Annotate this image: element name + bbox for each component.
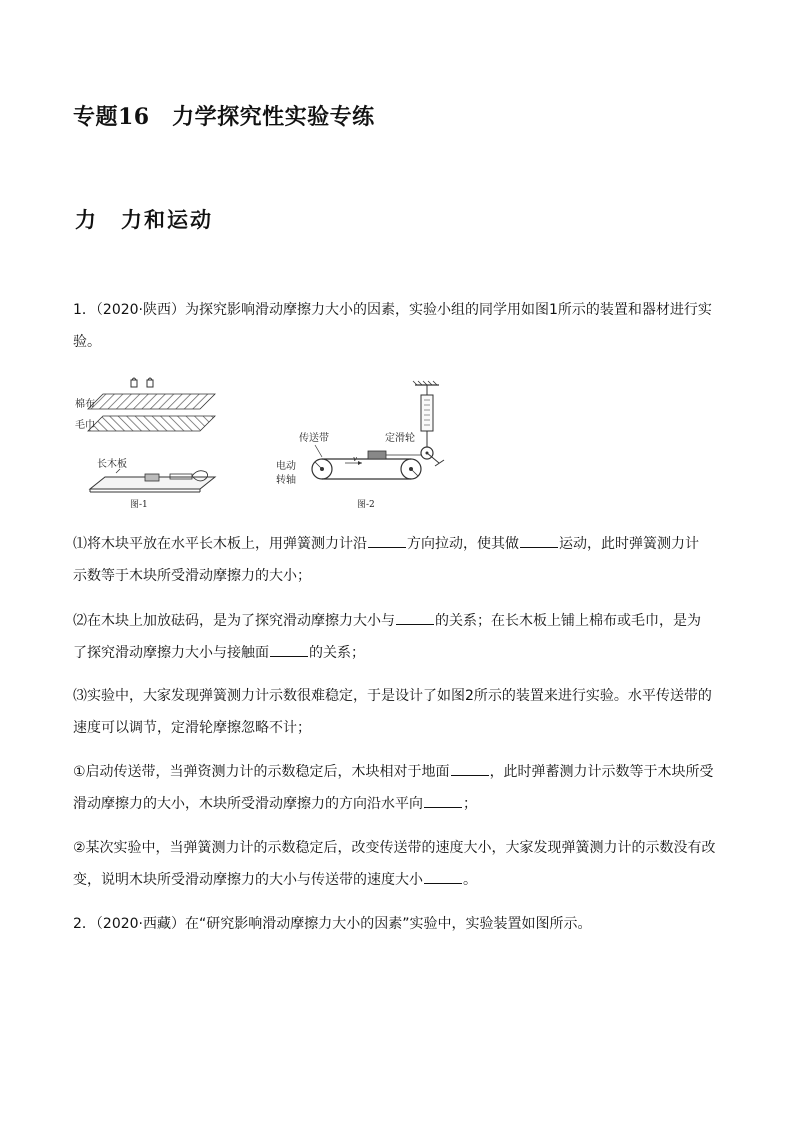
q1-p5-text-c: 。 — [463, 872, 477, 888]
fig1-caption: 图-1 — [130, 500, 148, 510]
q1-p4-text-c: 滑动摩擦力的大小，木块所受滑动摩擦力的方向沿水平向 — [73, 796, 423, 812]
fig1-label-cotton: 棉布 — [75, 399, 95, 410]
fig1-label-board: 长木板 — [97, 459, 127, 470]
q1-intro-line1: 1．（2020·陕西）为探究影响滑动摩擦力大小的因素，实验小组的同学用如图1所示的装置和器材进行实 — [73, 302, 712, 318]
pulley-icon — [421, 447, 444, 466]
answer-blank[interactable] — [270, 655, 308, 657]
figure-1 — [75, 378, 215, 510]
q1-p4-text-d: ； — [463, 796, 477, 812]
q1-p4-text-a: ①启动传送带，当弹资测力计的示数稳定后，木块相对于地面 — [73, 764, 450, 780]
q1-part-3-sub-2 — [73, 832, 723, 896]
q1-part-2 — [73, 605, 723, 669]
experiment-figure — [75, 365, 455, 515]
answer-blank[interactable] — [396, 623, 434, 625]
q1-intro-line2: 验。 — [73, 334, 101, 350]
q1-p2-text-c: 了探究滑动摩擦力大小与接触面 — [73, 645, 269, 661]
q1-intro — [73, 294, 723, 358]
fig2-label-belt: 传送带 — [299, 433, 329, 444]
q1-p5-text-b: 变，说明木块所受滑动摩擦力的大小与传送带的速度大小 — [73, 872, 423, 888]
q1-part-3-sub-1 — [73, 756, 723, 820]
q2-intro-line1: 2．（2020·西藏）在“研究影响滑动摩擦力大小的因素”实验中，实验装置如图所示。 — [73, 916, 592, 932]
fig2-label-motor2: 转轴 — [276, 475, 296, 486]
fig2-label-v: v — [353, 455, 357, 463]
q1-p1-text-c: 运动，此时弹簧测力计 — [559, 536, 699, 552]
answer-blank[interactable] — [424, 806, 462, 808]
q1-part-3 — [73, 680, 723, 744]
q1-p3-text-b: 速度可以调节，定滑轮摩擦忽略不计； — [73, 720, 311, 736]
answer-blank[interactable] — [368, 546, 406, 548]
q1-p5-text-a: ②某次实验中，当弹簧测力计的示数稳定后，改变传送带的速度大小，大家发现弹簧测力计的示数没有改 — [73, 840, 716, 856]
fig2-label-motor1: 电动 — [276, 461, 296, 472]
q1-p2-text-a: ⑵在木块上加放砝码，是为了探究滑动摩擦力大小与 — [73, 613, 395, 629]
page-title: 专题16 力学探究性实验专练 — [73, 104, 375, 130]
conveyor-belt — [312, 451, 421, 479]
q1-p1-text-b: 方向拉动，使其做 — [407, 536, 519, 552]
answer-blank[interactable] — [451, 774, 489, 776]
q1-p2-text-d: 的关系； — [309, 645, 365, 661]
weights-icon — [131, 378, 153, 387]
q2-intro — [73, 908, 723, 940]
section-title: 力 力和运动 — [75, 207, 213, 232]
fig2-label-pulley: 定滑轮 — [385, 433, 415, 444]
long-board — [90, 457, 215, 510]
towel — [75, 416, 215, 431]
q1-p2-text-b: 的关系；在长木板上铺上棉布或毛巾，是为 — [435, 613, 701, 629]
answer-blank[interactable] — [520, 546, 558, 548]
q1-p4-text-b: ，此时弹蓄测力计示数等于木块所受 — [489, 764, 714, 780]
q1-p3-text-a: ⑶实验中，大家发现弹簧测力计示数很难稳定，于是设计了如图2所示的装置来进行实验。水平传送带的 — [73, 688, 712, 704]
fig1-label-towel: 毛巾 — [75, 420, 95, 431]
fig2-caption: 图-2 — [357, 500, 375, 510]
q1-p1-text-d: 示数等于木块所受滑动摩擦力的大小； — [73, 568, 311, 584]
spring-scale-icon — [421, 395, 433, 447]
figure-2 — [276, 381, 444, 510]
answer-blank[interactable] — [424, 882, 462, 884]
q1-p1-text-a: ⑴将木块平放在水平长木板上，用弹簧测力计沿 — [73, 536, 367, 552]
q1-part-1 — [73, 528, 723, 592]
cotton-cloth — [75, 394, 215, 410]
